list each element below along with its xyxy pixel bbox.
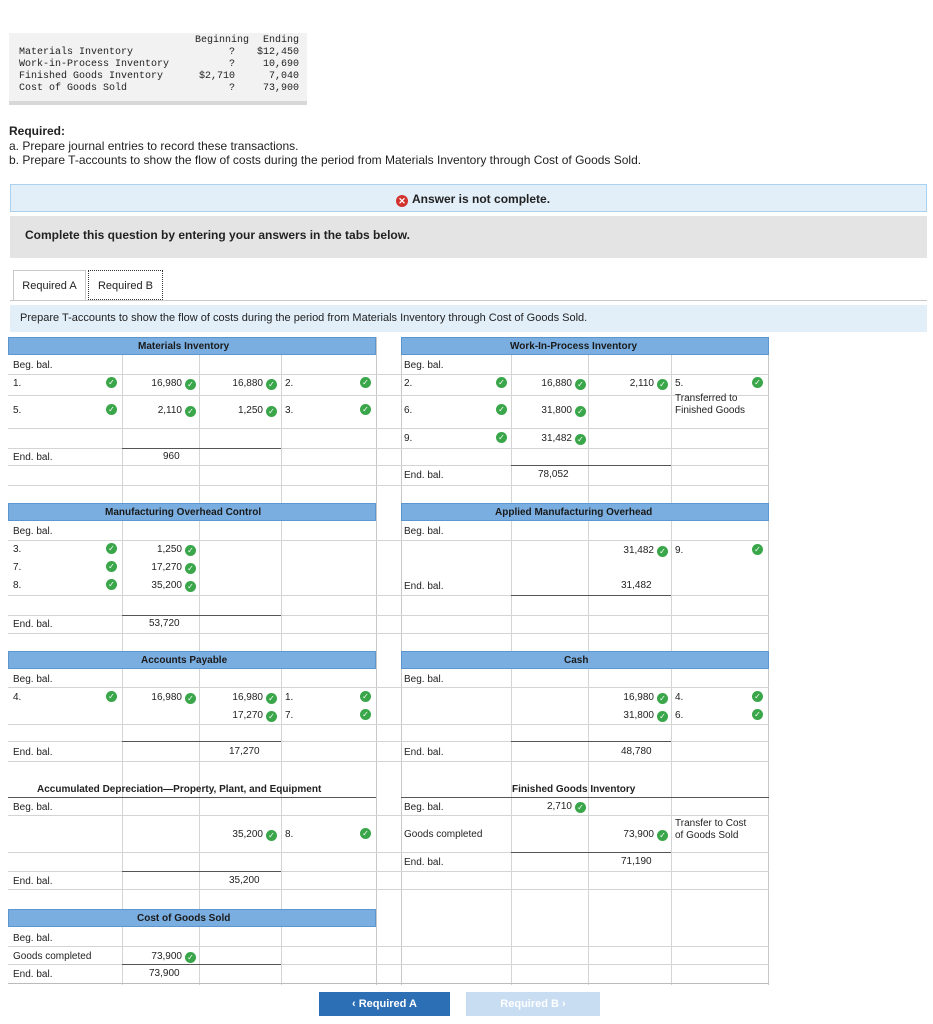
debit-cell[interactable] xyxy=(124,951,196,963)
debit-value: 16,980 xyxy=(151,378,182,389)
check-icon: ✓ xyxy=(106,691,117,702)
inventory-row-ending: 73,900 xyxy=(262,83,299,94)
credit-value: 31,482 xyxy=(623,545,654,556)
instructions-text: Complete this question by entering your answers in the tabs below. xyxy=(25,228,410,242)
account-title: Cash xyxy=(564,655,589,666)
check-icon: ✓ xyxy=(266,693,277,704)
tab-required-b[interactable]: Required B xyxy=(88,270,163,300)
inventory-row xyxy=(9,59,307,71)
prompt-text: Prepare T-accounts to show the flow of costs during the period from Materials Inventory through Cost of Goods Sold. xyxy=(20,312,588,324)
credit-cell[interactable] xyxy=(591,545,668,557)
beg-bal-label: Beg. bal. xyxy=(404,360,444,371)
beg-bal-label: Beg. bal. xyxy=(404,802,444,813)
check-icon: ✓ xyxy=(185,406,196,417)
credit-cell[interactable] xyxy=(591,829,668,841)
check-icon: ✓ xyxy=(185,581,196,592)
credit-cell[interactable] xyxy=(591,692,668,704)
debit-value: 31,482 xyxy=(541,433,572,444)
goods-completed-label: Goods completed xyxy=(404,829,483,840)
credit-cell[interactable] xyxy=(591,710,668,722)
account-title: Materials Inventory xyxy=(138,341,230,352)
total-line xyxy=(122,871,281,872)
credit-cell[interactable] xyxy=(591,378,668,390)
entry-ref: 1. xyxy=(13,378,22,389)
debit-cell[interactable] xyxy=(513,405,586,417)
debit-value: 73,900 xyxy=(151,951,182,962)
required-b-text: b. Prepare T-accounts to show the flow of costs during the period from Materials Inventory through Cost of Goods Sold. xyxy=(9,153,642,167)
check-icon: ✓ xyxy=(106,561,117,572)
check-icon: ✓ xyxy=(360,404,371,415)
cogs-header xyxy=(8,909,376,927)
beg-bal-label: Beg. bal. xyxy=(13,674,53,685)
row-line xyxy=(8,983,769,984)
entry-ref: 6. xyxy=(675,710,684,721)
entry-ref: 1. xyxy=(285,692,294,703)
total-line xyxy=(122,448,281,449)
check-icon: ✓ xyxy=(106,377,117,388)
required-title: Required: xyxy=(9,124,66,138)
inventory-row-ending: 10,690 xyxy=(262,59,299,70)
debit-value: 2,110 xyxy=(157,405,182,416)
goods-completed-label: Goods completed xyxy=(13,951,92,962)
answer-status-banner xyxy=(10,184,927,212)
check-icon: ✓ xyxy=(266,711,277,722)
entry-ref: 2. xyxy=(285,378,294,389)
inventory-row-label: Materials Inventory xyxy=(19,47,134,58)
end-bal-label: End. bal. xyxy=(13,452,53,463)
inventory-row-ending: $12,450 xyxy=(256,47,299,58)
end-balance-value: 48,780 xyxy=(621,746,652,757)
check-icon: ✓ xyxy=(185,379,196,390)
check-icon: ✓ xyxy=(752,377,763,388)
end-bal-label: End. bal. xyxy=(13,619,53,630)
entry-ref: 9. xyxy=(675,545,684,556)
finished-goods-title: Finished Goods Inventory xyxy=(512,784,636,795)
entry-ref: 5. xyxy=(13,405,22,416)
end-balance-value: 31,482 xyxy=(621,580,652,591)
credit-value: 1,250 xyxy=(237,405,263,416)
check-icon: ✓ xyxy=(360,691,371,702)
debit-cell[interactable] xyxy=(124,562,196,574)
check-icon: ✓ xyxy=(752,709,763,720)
total-line xyxy=(122,741,281,742)
check-icon: ✓ xyxy=(106,579,117,590)
credit-value: 31,800 xyxy=(623,710,654,721)
inventory-row-label: Finished Goods Inventory xyxy=(19,71,164,82)
row-line xyxy=(8,964,122,965)
inventory-row xyxy=(9,47,307,59)
total-line xyxy=(511,852,671,853)
check-icon: ✓ xyxy=(360,709,371,720)
column-divider xyxy=(511,355,512,985)
credit-value: 16,980 xyxy=(623,692,654,703)
credit-cell[interactable] xyxy=(202,710,277,722)
inventory-header-row xyxy=(9,35,307,47)
entry-ref: 7. xyxy=(285,710,294,721)
inventory-row-beginning: ? xyxy=(228,59,235,70)
credit-value: 35,200 xyxy=(232,829,263,840)
check-icon: ✓ xyxy=(575,406,586,417)
debit-cell[interactable] xyxy=(124,692,196,704)
end-balance-value: 73,900 xyxy=(149,968,180,979)
beg-balance-value: 2,710 xyxy=(546,801,572,812)
credit-value: 73,900 xyxy=(623,829,654,840)
next-required-b-button[interactable]: Required B › xyxy=(466,992,600,1016)
entry-ref: 8. xyxy=(285,829,294,840)
check-icon: ✓ xyxy=(657,546,668,557)
beg-bal-label: Beg. bal. xyxy=(13,933,53,944)
credit-cell[interactable] xyxy=(202,378,277,390)
account-title: Applied Manufacturing Overhead xyxy=(495,507,653,518)
total-line xyxy=(122,964,281,965)
check-icon: ✓ xyxy=(360,377,371,388)
debit-cell[interactable] xyxy=(513,433,586,445)
materials-inventory-header xyxy=(8,337,376,355)
entry-ref: 2. xyxy=(404,378,413,389)
inventory-row xyxy=(9,71,307,83)
inventory-row-beginning: ? xyxy=(228,83,235,94)
check-icon: ✓ xyxy=(266,406,277,417)
check-icon: ✓ xyxy=(575,379,586,390)
end-balance-value: 53,720 xyxy=(149,618,180,629)
end-bal-label: End. bal. xyxy=(404,581,444,592)
accum-dep-title: Accumulated Depreciation—Property, Plant, and Equipment xyxy=(37,784,322,795)
debit-value: 16,880 xyxy=(541,378,572,389)
credit-value: 16,880 xyxy=(232,378,263,389)
check-icon: ✓ xyxy=(185,545,196,556)
check-icon: ✓ xyxy=(266,830,277,841)
row-line xyxy=(8,946,769,947)
wip-inventory-header xyxy=(401,337,769,355)
end-bal-label: End. bal. xyxy=(13,876,53,887)
column-divider xyxy=(376,337,377,985)
end-bal-label: End. bal. xyxy=(404,857,444,868)
end-bal-label: End. bal. xyxy=(404,470,444,481)
check-icon: ✓ xyxy=(106,543,117,554)
credit-cell[interactable] xyxy=(202,405,277,417)
row-line xyxy=(8,724,769,725)
error-x-icon: ✕ xyxy=(396,195,408,207)
total-line xyxy=(511,465,671,466)
row-line xyxy=(281,964,769,965)
cash-header xyxy=(401,651,769,669)
tab-required-a[interactable]: Required A xyxy=(13,270,86,300)
instructions-box xyxy=(10,216,927,258)
required-a-text: a. Prepare journal entries to record these transactions. xyxy=(9,139,299,153)
check-icon: ✓ xyxy=(266,379,277,390)
entry-ref: 4. xyxy=(13,692,22,703)
entry-description: Transfer to Cost of Goods Sold xyxy=(675,818,747,841)
end-balance-value: 35,200 xyxy=(229,875,260,886)
end-bal-label: End. bal. xyxy=(13,747,53,758)
check-icon: ✓ xyxy=(496,377,507,388)
credit-value: 17,270 xyxy=(232,710,263,721)
row-line xyxy=(8,428,769,429)
debit-value: 17,270 xyxy=(151,562,182,573)
check-icon: ✓ xyxy=(185,693,196,704)
check-icon: ✓ xyxy=(106,404,117,415)
row-line xyxy=(8,687,769,688)
end-balance-value: 960 xyxy=(163,451,180,462)
inventory-row xyxy=(9,83,307,95)
credit-value: 16,980 xyxy=(232,692,263,703)
end-balance-value: 78,052 xyxy=(538,469,569,480)
beg-bal-label: Beg. bal. xyxy=(13,802,53,813)
entry-ref: 9. xyxy=(404,433,413,444)
account-title: Work-In-Process Inventory xyxy=(510,341,638,352)
check-icon: ✓ xyxy=(185,563,196,574)
total-line xyxy=(122,615,281,616)
row-line xyxy=(8,395,769,396)
debit-cell[interactable] xyxy=(124,378,196,390)
row-line xyxy=(8,761,769,762)
debit-cell[interactable] xyxy=(124,544,196,556)
manufacturing-overhead-header xyxy=(8,503,376,521)
total-line xyxy=(511,595,671,596)
column-divider xyxy=(281,355,282,985)
entry-ref: 7. xyxy=(13,562,22,573)
check-icon: ✓ xyxy=(752,544,763,555)
entry-ref: 5. xyxy=(675,378,684,389)
entry-description: Transferred to Finished Goods xyxy=(675,393,746,416)
header-line xyxy=(401,797,769,798)
end-balance-value: 17,270 xyxy=(229,746,260,757)
account-title: Cost of Goods Sold xyxy=(137,913,231,924)
credit-cell[interactable] xyxy=(202,829,277,841)
check-icon: ✓ xyxy=(657,830,668,841)
check-icon: ✓ xyxy=(185,952,196,963)
check-icon: ✓ xyxy=(360,828,371,839)
beg-bal-label: Beg. bal. xyxy=(404,674,444,685)
row-line xyxy=(8,889,769,890)
inventory-row-ending: 7,040 xyxy=(268,71,299,82)
entry-ref: 4. xyxy=(675,692,684,703)
entry-ref: 6. xyxy=(404,405,413,416)
debit-cell[interactable] xyxy=(124,580,196,592)
inventory-row-beginning: $2,710 xyxy=(198,71,235,82)
check-icon: ✓ xyxy=(657,693,668,704)
answer-status xyxy=(396,192,550,207)
column-divider xyxy=(671,355,672,985)
row-line xyxy=(8,815,769,816)
debit-value: 31,800 xyxy=(541,405,572,416)
debit-value: 16,980 xyxy=(151,692,182,703)
header-line xyxy=(8,797,376,798)
end-balance-value: 71,190 xyxy=(621,856,652,867)
applied-overhead-header xyxy=(401,503,769,521)
end-bal-label: End. bal. xyxy=(404,747,444,758)
credit-value: 2,110 xyxy=(629,378,654,389)
prompt-bar xyxy=(10,305,927,332)
prev-required-a-button[interactable]: ‹ Required A xyxy=(319,992,450,1016)
check-icon: ✓ xyxy=(575,802,586,813)
inventory-table xyxy=(9,33,307,105)
account-title: Manufacturing Overhead Control xyxy=(105,507,262,518)
row-line xyxy=(8,374,769,375)
account-title: Accounts Payable xyxy=(141,655,228,666)
check-icon: ✓ xyxy=(575,434,586,445)
tab-divider xyxy=(10,300,927,301)
debit-value: 35,200 xyxy=(151,580,182,591)
t-accounts-ledger xyxy=(8,337,769,985)
answer-status-text: Answer is not complete. xyxy=(412,192,551,206)
entry-ref: 3. xyxy=(285,405,294,416)
debit-cell[interactable] xyxy=(513,378,586,390)
beg-balance-cell[interactable] xyxy=(513,801,586,813)
beg-bal-label: Beg. bal. xyxy=(13,360,53,371)
column-divider xyxy=(588,355,589,985)
accounts-payable-header xyxy=(8,651,376,669)
beginning-header: Beginning xyxy=(194,35,249,46)
row-line xyxy=(8,540,769,541)
debit-cell[interactable] xyxy=(124,405,196,417)
column-divider xyxy=(199,355,200,985)
beg-bal-label: Beg. bal. xyxy=(404,526,444,537)
inventory-row-label: Cost of Goods Sold xyxy=(19,83,128,94)
total-line xyxy=(511,741,671,742)
inventory-row-label: Work-in-Process Inventory xyxy=(19,59,170,70)
check-icon: ✓ xyxy=(496,432,507,443)
debit-value: 1,250 xyxy=(156,544,182,555)
check-icon: ✓ xyxy=(752,691,763,702)
inventory-row-beginning: ? xyxy=(228,47,235,58)
check-icon: ✓ xyxy=(496,404,507,415)
row-line xyxy=(8,485,769,486)
end-bal-label: End. bal. xyxy=(13,969,53,980)
beg-bal-label: Beg. bal. xyxy=(13,526,53,537)
entry-ref: 8. xyxy=(13,580,22,591)
row-line xyxy=(8,633,769,634)
credit-cell[interactable] xyxy=(202,692,277,704)
ending-header: Ending xyxy=(262,35,299,46)
check-icon: ✓ xyxy=(657,379,668,390)
entry-ref: 3. xyxy=(13,544,22,555)
check-icon: ✓ xyxy=(657,711,668,722)
column-divider xyxy=(122,355,123,985)
